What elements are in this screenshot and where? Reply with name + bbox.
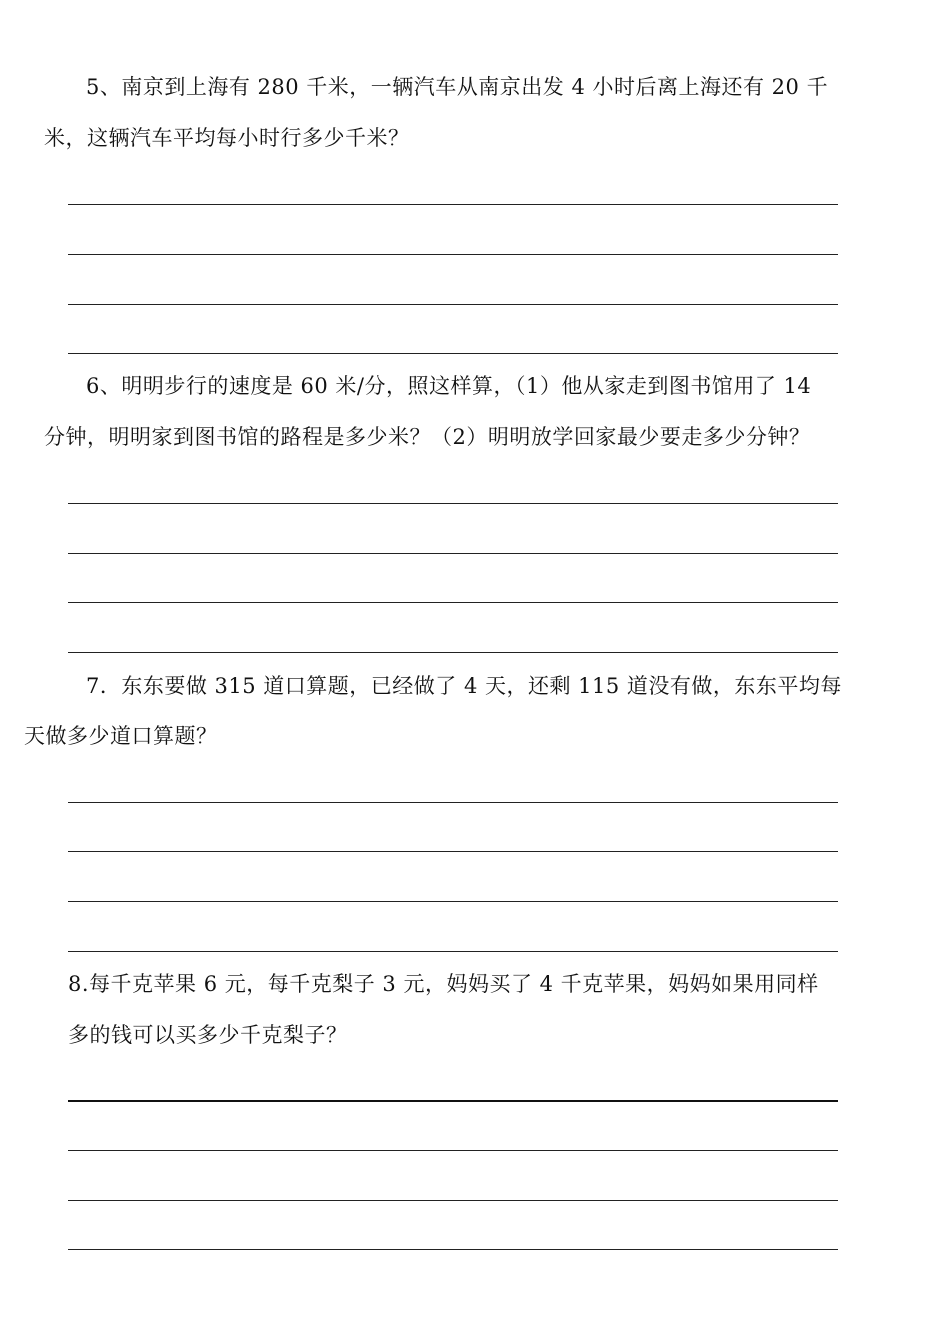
answer-line[interactable] xyxy=(68,353,838,354)
answer-line[interactable] xyxy=(68,1249,838,1250)
answer-line[interactable] xyxy=(68,254,838,255)
answer-line[interactable] xyxy=(68,503,838,504)
problem-6-line-1: 6、明明步行的速度是 60 米/分，照这样算，（1）他从家走到图书馆用了 14 xyxy=(86,374,812,398)
answer-line[interactable] xyxy=(68,901,838,902)
problem-7-line-2: 天做多少道口算题？ xyxy=(24,724,218,748)
problem-6-line-2: 分钟，明明家到图书馆的路程是多少米？（2）明明放学回家最少要走多少分钟？ xyxy=(44,425,811,449)
problem-8-line-1: 8.每千克苹果 6 元，每千克梨子 3 元，妈妈买了 4 千克苹果，妈妈如果用同样 xyxy=(68,972,819,996)
answer-line[interactable] xyxy=(68,602,838,603)
problem-5-line-1: 5、南京到上海有 280 千米，一辆汽车从南京出发 4 小时后离上海还有 20 千 xyxy=(86,75,829,99)
answer-line[interactable] xyxy=(68,1100,838,1102)
answer-line[interactable] xyxy=(68,553,838,554)
answer-line[interactable] xyxy=(68,1200,838,1201)
answer-line[interactable] xyxy=(68,851,838,852)
answer-line[interactable] xyxy=(68,802,838,803)
problem-7-line-1: 7．东东要做 315 道口算题，已经做了 4 天，还剩 115 道没有做，东东平均每 xyxy=(86,674,842,698)
answer-line[interactable] xyxy=(68,304,838,305)
answer-line[interactable] xyxy=(68,1150,838,1151)
problem-8-line-2: 多的钱可以买多少千克梨子？ xyxy=(68,1023,348,1047)
answer-line[interactable] xyxy=(68,652,838,653)
answer-line[interactable] xyxy=(68,951,838,952)
problem-5-line-2: 米，这辆汽车平均每小时行多少千米？ xyxy=(44,126,410,150)
answer-line[interactable] xyxy=(68,204,838,205)
